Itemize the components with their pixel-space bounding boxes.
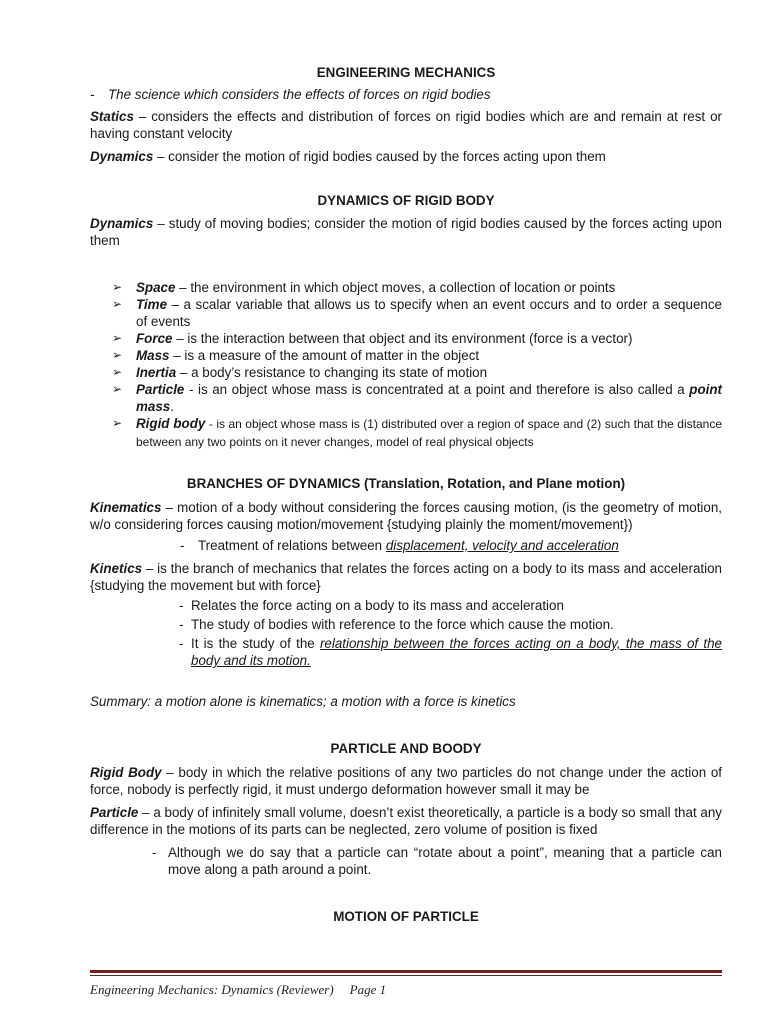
section-title-engineering-mechanics: ENGINEERING MECHANICS (316, 65, 496, 80)
term-statics: Statics (90, 109, 134, 124)
list-item: ➢ Particle - is an object whose mass is concentrated at a point and therefore is also called a point mass. (112, 382, 722, 414)
kinetics-paragraph: Kinetics – is the branch of mechanics that relates the forces acting on a body to its mass and acceleration {studying the movement but with force} (90, 561, 722, 593)
section-title-branches: BRANCHES OF DYNAMICS (Translation, Rotation, and Plane motion) (186, 476, 626, 491)
term-dynamics-2: Dynamics (90, 216, 154, 231)
dynamics-paragraph: Dynamics – consider the motion of rigid bodies caused by the forces acting upon them (90, 149, 606, 164)
list-item: ➢ Rigid body - is an object whose mass is (1) distributed over a region of space and (2) such that the distance between any two points on it never changes, model of real physical objects (112, 416, 722, 449)
footer-rule-top (90, 970, 722, 973)
particle-subpoint: - Although we do say that a particle can “rotate about a point”, meaning that a particle can move along a path around a point. (152, 845, 722, 877)
list-item: ➢ Space – the environment in which object moves, a collection of location or points (112, 280, 616, 295)
footer-title: Engineering Mechanics: Dynamics (Reviewer) (90, 982, 334, 997)
dynamics-definition-paragraph: Dynamics – study of moving bodies; consider the motion of rigid bodies caused by the forces acting upon them (90, 216, 722, 248)
page-number: Page 1 (349, 982, 387, 997)
rigid-body-paragraph: Rigid Body – body in which the relative positions of any two particles do not change under the action of force, nobody is perfectly rigid, it must undergo deformation however small it may be (90, 765, 723, 797)
list-item: ➢ Inertia – a body’s resistance to changing its state of motion (112, 365, 488, 380)
list-item: - It is the study of the relationship between the forces acting on a body, the mass of the body and its motion. (179, 636, 722, 668)
arrow-bullet-icon: ➢ (112, 416, 123, 430)
footer-rule-bottom (90, 975, 722, 976)
arrow-bullet-icon: ➢ (112, 365, 123, 379)
arrow-bullet-icon: ➢ (112, 297, 123, 311)
kinematics-subpoint: - Treatment of relations between displacement, velocity and acceleration (180, 538, 619, 553)
arrow-bullet-icon: ➢ (112, 382, 123, 396)
definitions-list (90, 279, 722, 451)
definition-text: The science which considers the effects of forces on rigid bodies (108, 87, 491, 102)
term-rigid-body: Rigid Body (90, 765, 162, 780)
term-dynamics: Dynamics (90, 149, 154, 164)
definition-line: - The science which considers the effects of forces on rigid bodies (90, 87, 491, 102)
summary-line: Summary: a motion alone is kinematics; a motion with a force is kinetics (90, 694, 516, 709)
section-title-particle-and-body: PARTICLE AND BOODY (330, 741, 482, 756)
term-kinematics: Kinematics (90, 500, 162, 515)
list-item: - Relates the force acting on a body to its mass and acceleration (179, 598, 564, 613)
list-item: ➢ Mass – is a measure of the amount of matter in the object (112, 348, 480, 363)
statics-paragraph: Statics – considers the effects and distribution of forces on rigid bodies which are and remain at rest or having constant velocity (90, 109, 722, 141)
section-title-dynamics-rigid-body: DYNAMICS OF RIGID BODY (317, 193, 495, 208)
arrow-bullet-icon: ➢ (112, 280, 123, 294)
kinetics-subpoints (90, 597, 722, 669)
term-particle: Particle (90, 805, 139, 820)
list-item: ➢ Force – is the interaction between that object and its environment (force is a vector) (112, 331, 633, 346)
term-kinetics: Kinetics (90, 561, 143, 576)
section-title-motion-of-particle: MOTION OF PARTICLE (333, 909, 479, 924)
document-body (90, 64, 722, 925)
list-item: - The study of bodies with reference to the force which cause the motion. (179, 617, 614, 632)
arrow-bullet-icon: ➢ (112, 348, 123, 362)
list-item: ➢ Time – a scalar variable that allows us to specify when an event occurs and to order a sequence of events (112, 297, 722, 329)
kinematics-paragraph: Kinematics – motion of a body without considering the forces causing motion, (is the geometry of motion, w/o considering forces causing motion/movement {studying plainly the moment/movement}) (90, 500, 722, 532)
arrow-bullet-icon: ➢ (112, 331, 123, 345)
page-footer (90, 982, 386, 998)
particle-paragraph: Particle – a body of infinitely small volume, doesn’t exist theoretically, a particle is a body so small that any difference in the motions of its parts can be neglected, zero volume of position is fixed (90, 805, 722, 837)
